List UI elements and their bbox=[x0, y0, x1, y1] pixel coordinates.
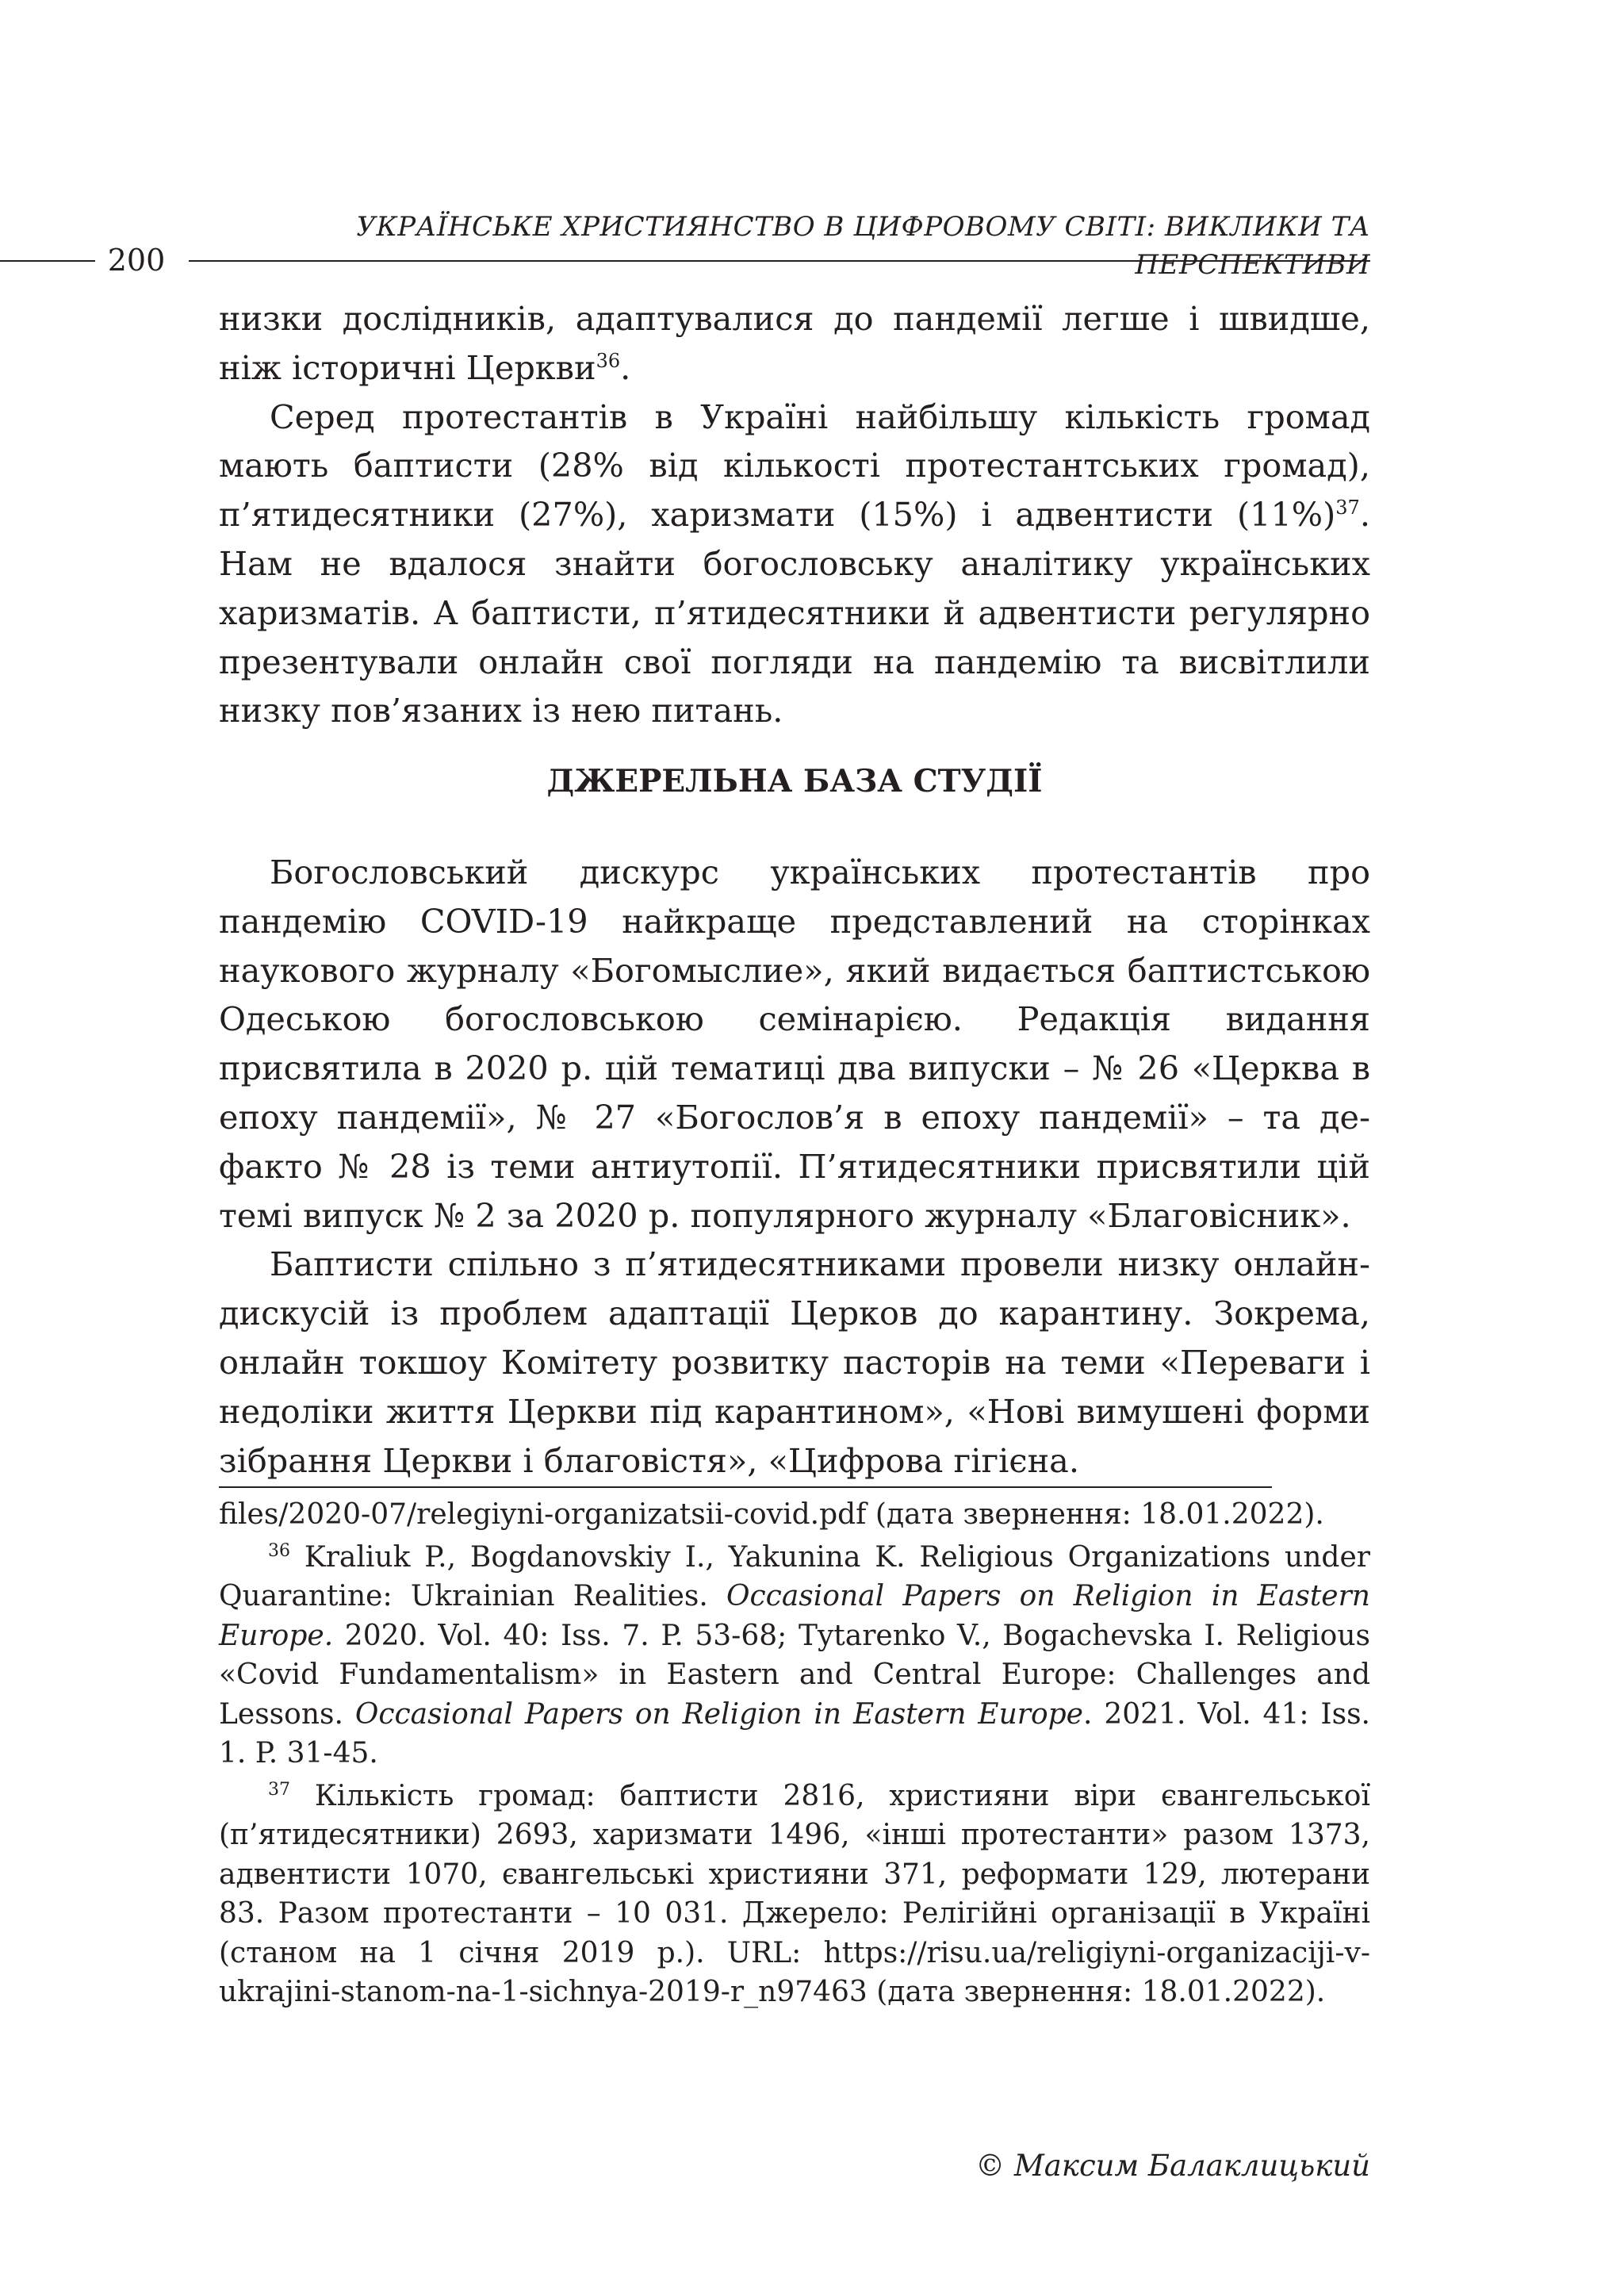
footnote-37: $^{37}$ Кількість громад: баптисти 2816, християни віри євангельської (п’ятидесятники) 2693, харизмати 1496, «інші протестанти» разом 1373, адвентисти 1070, євангельські християни 371, реформати 129, лютерани 83. Разом протестанти – 10 031. Джерело: Релігійні організації в Україні (станом на 1 січня 2019 р.). URL: https://risu.ua/religiyni-organizaciji-v-ukrajini-stanom-na-1-sichnya-2019-r_n97463 (дата звернення: 18.01.2022). bbox=[219, 1779, 1370, 2008]
paragraph-continuation: низки дослідників, адаптувалися до пандемії легше і швидше, ніж історичні Церкви$^{36}$. bbox=[219, 300, 1370, 387]
paragraph-discussions: Баптисти спільно з п’ятидесятниками провели низку онлайн-дискусій із проблем адаптації Церков до карантину. Зокрема, онлайн токшоу Комітету розвитку пасторів на теми «Переваги і недоліки життя Церкви під карантином», «Нові вимушені форми зібрання Церкви і благовістя», «Цифрова гігієна. bbox=[219, 1245, 1370, 1480]
footnote-ref-36[interactable]: 36 bbox=[596, 350, 621, 372]
footnote-ref-37[interactable]: 37 bbox=[1335, 497, 1360, 520]
header-rule-left bbox=[0, 260, 95, 262]
paragraph-protestant-communities: Серед протестантів в Україні найбільшу кількість громад мають баптисти (28% від кількості протестантських громад), п’ятидесятники (27%), харизмати (15%) і адвентисти $(11\%)^{37}$. Нам не вдалося знайти богословську аналітику українських харизматів. А баптисти, п’ятидесятники й адвентисти регулярно презентували онлайн свої погляди на пандемію та висвітлили низку пов’язаних із нею питань. bbox=[219, 397, 1370, 730]
section-heading: ДЖЕРЕЛЬНА БАЗА СТУДІЇ bbox=[546, 763, 1043, 799]
paragraph-sources: Богословський дискурс українських протестантів про пандемію COVID-19 найкраще представлений на сторінках наукового журналу «Богомыслие», який видається баптистською Одеською богословською семінарією. Редакція видання присвятила в 2020 р. цій тематиці два випуски – № 26 «Церква в епоху пандемії», № 27 «Богослов’я в епоху пандемії» – та де-факто № 28 із теми антиутопії. П’ятидесятники присвятили цій темі випуск № 2 за 2020 р. популярного журналу «Благовісник». bbox=[219, 853, 1370, 1235]
running-title: УКРАЇНСЬКЕ ХРИСТИЯНСТВО В ЦИФРОВОМУ СВІТІ: ВИКЛИКИ ТА ПЕРСПЕКТИВИ bbox=[356, 211, 1370, 281]
footnote-continuation: files/2020-07/relegiyni-organizatsii-covid.pdf (дата звернення: 18.01.2022). bbox=[219, 1498, 1324, 1531]
author-credit: © Максим Балаклицький bbox=[975, 2149, 1370, 2183]
page-number: 200 bbox=[107, 243, 166, 278]
body-text-section bbox=[219, 849, 1370, 1486]
footnote-separator bbox=[219, 1486, 1272, 1488]
body-text-top bbox=[219, 295, 1370, 736]
footnotes bbox=[219, 1495, 1370, 2015]
footnote-36: $^{36}$ Kraliuk P., Bogdanovskiy I., Yakunina K. Religious Organizations under Quarantine: Ukrainian Realities. Occasional Papers on Religion in Eastern Europe. 2020. Vol. 40: Iss. 7. P. 53-68; Tytarenko V., Bogachevska I. Religious «Covid Fundamentalism» in Eastern and Central Europe: Challenges and Lessons. Occasional Papers on Religion in Eastern Europe. 2021. Vol. 41: Iss. 1. P. 31-45. bbox=[219, 1540, 1370, 1770]
